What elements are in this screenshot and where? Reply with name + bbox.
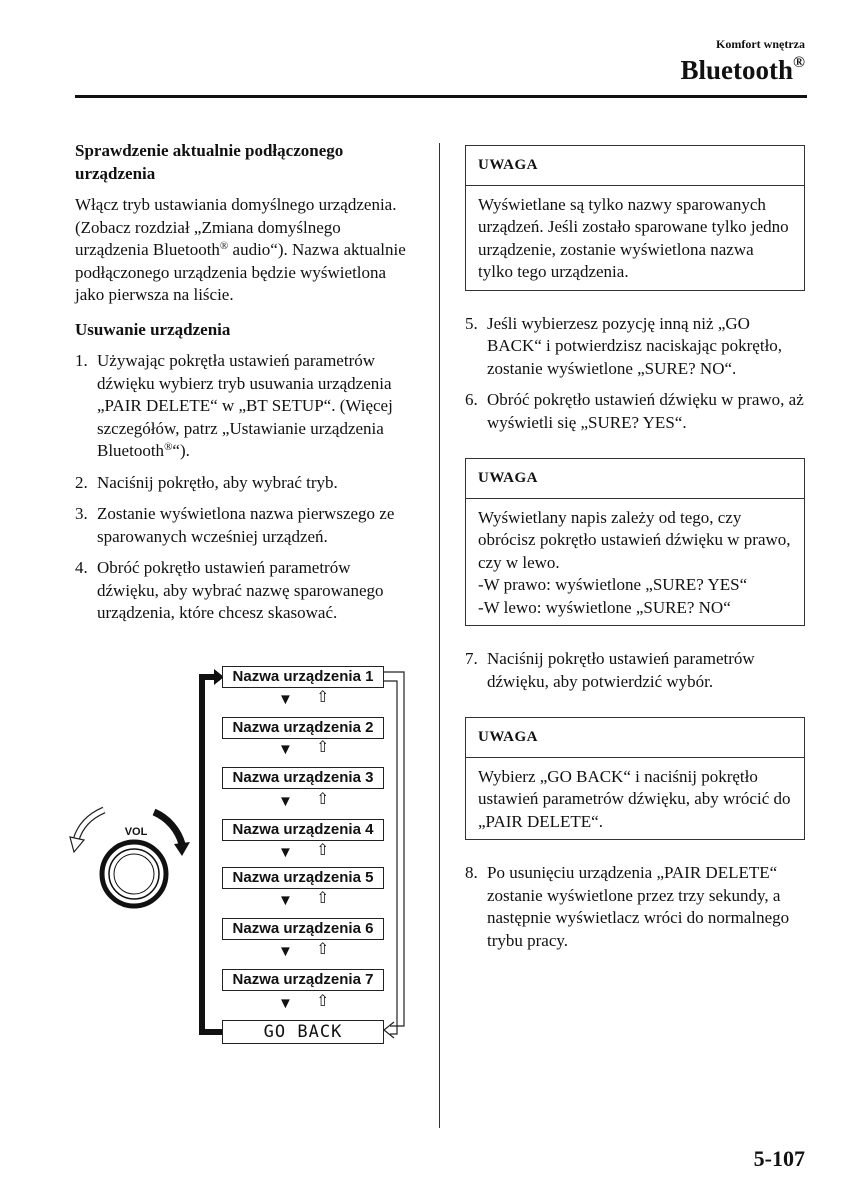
arrow-up-icon: ⇧ bbox=[316, 739, 330, 756]
column-divider bbox=[439, 143, 440, 1128]
heading-check-device: Sprawdzenie aktualnie podłączonego urządzenia bbox=[75, 141, 344, 183]
step-2: 2. Naciśnij pokrętło, aby wybrać tryb. bbox=[75, 472, 338, 492]
arrow-up-icon: ⇧ bbox=[316, 993, 330, 1010]
note-body: Wyświetlane są tylko nazwy sparowanych urządzeń. Jeśli zostało sparowane tylko jedno urządzenie, zostanie wyświetlona nazwa tylko tego urządzenia. bbox=[478, 194, 789, 281]
arrow-down-icon: ▼ bbox=[278, 944, 293, 960]
volume-knob-icon bbox=[60, 790, 200, 910]
device-item-3: Nazwa urządzenia 3 bbox=[222, 767, 384, 789]
heading-delete-device: Usuwanie urządzenia bbox=[75, 319, 231, 339]
arrow-down-icon: ▼ bbox=[278, 742, 293, 758]
paragraph-check-device: Włącz tryb ustawiania domyślnego urządzenia. (Zobacz rozdział „Zmiana domyślnego urządzenia Bluetooth® audio“). Nazwa aktualnie podłączonego urządzenia będzie wyświetlona jako pierwsza na liście. bbox=[75, 195, 406, 304]
device-item-7: Nazwa urządzenia 7 bbox=[222, 969, 384, 991]
right-column bbox=[465, 145, 805, 961]
step-5: 5. Jeśli wybierzesz pozycję inną niż „GO BACK“ i potwierdzisz naciskając pokrętło, zostanie wyświetlone „SURE? NO“. bbox=[465, 313, 783, 378]
arrow-up-icon: ⇧ bbox=[316, 842, 330, 859]
device-item-1: Nazwa urządzenia 1 bbox=[222, 666, 384, 688]
arrow-up-icon: ⇧ bbox=[316, 791, 330, 808]
step-7: 7. Naciśnij pokrętło ustawień parametrów dźwięku, aby potwierdzić wybór. bbox=[465, 649, 755, 691]
arrow-down-icon: ▼ bbox=[278, 692, 293, 708]
note-box-2 bbox=[465, 458, 805, 626]
device-selection-diagram bbox=[60, 660, 420, 1050]
page-title: Bluetooth® bbox=[680, 54, 805, 85]
note-title: UWAGA bbox=[466, 146, 804, 186]
note-body: Wybierz „GO BACK“ i naciśnij pokrętło ustawień parametrów dźwięku, aby wrócić do „PAIR DELETE“. bbox=[478, 766, 791, 831]
device-item-2: Nazwa urządzenia 2 bbox=[222, 717, 384, 739]
arrow-up-icon: ⇧ bbox=[316, 941, 330, 958]
device-item-4: Nazwa urządzenia 4 bbox=[222, 819, 384, 841]
section-label: Komfort wnętrza bbox=[716, 37, 805, 51]
device-item-6: Nazwa urządzenia 6 bbox=[222, 918, 384, 940]
step-6: 6. Obróć pokrętło ustawień dźwięku w prawo, aż wyświetli się „SURE? YES“. bbox=[465, 390, 804, 432]
header-rule bbox=[75, 95, 807, 98]
note-body: Wyświetlany napis zależy od tego, czy obrócisz pokrętło ustawień dźwięku w prawo, czy w lewo. -W prawo: wyświetlone „SURE? YES“ -W lewo: wyświetlone „SURE? NO“ bbox=[478, 507, 791, 617]
step-8: 8. Po usunięciu urządzenia „PAIR DELETE“ zostanie wyświetlone przez trzy sekundy, a następnie wyświetlacz wróci do normalnego trybu pracy. bbox=[465, 863, 790, 950]
steps-list-left bbox=[75, 350, 415, 625]
arrow-down-icon: ▼ bbox=[278, 845, 293, 861]
arrow-up-icon: ⇧ bbox=[316, 890, 330, 907]
arrow-up-icon: ⇧ bbox=[316, 689, 330, 706]
arrow-down-icon: ▼ bbox=[278, 893, 293, 909]
note-box-1 bbox=[465, 145, 805, 291]
note-title: UWAGA bbox=[466, 459, 804, 499]
note-title: UWAGA bbox=[466, 718, 804, 758]
arrow-down-icon: ▼ bbox=[278, 794, 293, 810]
arrow-down-icon: ▼ bbox=[278, 996, 293, 1012]
vol-label: VOL bbox=[124, 826, 148, 838]
registered-mark: ® bbox=[793, 54, 805, 71]
step-1: 1. Używając pokrętła ustawień parametrów dźwięku wybierz tryb usuwania urządzenia „PAIR DELETE“ w „BT SETUP“. (Więcej szczegółów, patrz „Ustawianie urządzenia Bluetooth®“). bbox=[75, 351, 393, 460]
go-back-item: GO BACK bbox=[222, 1020, 384, 1044]
step-4: 4. Obróć pokrętło ustawień parametrów dźwięku, aby wybrać nazwę sparowanego urządzenia, które chcesz skasować. bbox=[75, 558, 384, 622]
note-box-3 bbox=[465, 717, 805, 840]
device-item-5: Nazwa urządzenia 5 bbox=[222, 867, 384, 889]
step-3: 3. Zostanie wyświetlona nazwa pierwszego ze sparowanych wcześniej urządzeń. bbox=[75, 504, 395, 546]
page-number: 5-107 bbox=[753, 1146, 805, 1171]
left-column bbox=[75, 140, 415, 634]
